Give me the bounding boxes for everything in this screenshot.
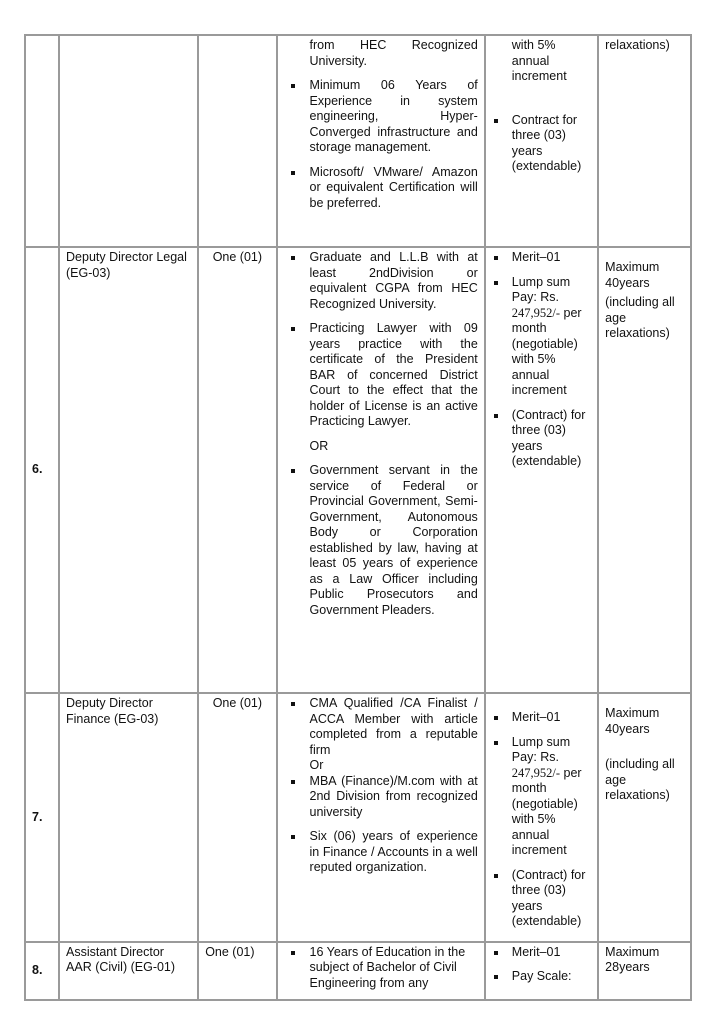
qualification-item: from HEC Recognized University. bbox=[309, 38, 478, 68]
qualification-item: Six (06) years of experience in Finance / Accounts in a well reputed organization. bbox=[284, 829, 478, 876]
pay-amount: 247,952/- bbox=[511, 765, 561, 780]
pay-item: with 5% annual increment bbox=[511, 38, 567, 83]
qualification-item: Microsoft/ VMware/ Amazon or equivalent Certification will be preferred. bbox=[284, 165, 478, 212]
post-cell: Deputy Director Finance (EG-03) bbox=[59, 693, 198, 942]
age-cell bbox=[598, 693, 691, 942]
post-cell: Assistant Director AAR (Civil) (EG-01) bbox=[59, 942, 198, 1000]
age-cell bbox=[598, 247, 691, 693]
row-number: 6. bbox=[25, 247, 59, 693]
post-cell: Deputy Director Legal (EG-03) bbox=[59, 247, 198, 693]
qualification-item: Government servant in the service of Federal or Provincial Government, Semi-Government, Autonomous Body or Corporation established by law, having at least 05 years of experience as a Law Officer including Public Prosecutors and Government Pleaders. bbox=[284, 463, 478, 618]
qualification-text: CMA Qualified /CA Finalist / ACCA Member with article completed from a reputable firm bbox=[309, 696, 478, 757]
age-cell bbox=[598, 35, 691, 247]
age-text: (including all age relaxations) bbox=[605, 757, 675, 802]
qualification-item: 16 Years of Education in the subject of Bachelor of Civil Engineering from any bbox=[284, 945, 478, 992]
pay-label: Lump sum Pay: Rs. bbox=[511, 734, 571, 764]
pay-detail: per month (negotiable) with 5% annual increment bbox=[511, 305, 582, 397]
qualification-cell bbox=[277, 247, 485, 693]
qualification-cell bbox=[277, 35, 485, 247]
pay-cell bbox=[485, 247, 598, 693]
qualification-cell bbox=[277, 942, 485, 1000]
row-number: 8. bbox=[25, 942, 59, 1000]
qualification-or: OR bbox=[309, 438, 329, 453]
qualification-item: Graduate and L.L.B with at least 2ndDivision or equivalent CGPA from HEC Recognized University. bbox=[284, 250, 478, 312]
qualification-item bbox=[284, 696, 478, 774]
job-table bbox=[24, 34, 692, 1001]
pay-item bbox=[492, 275, 591, 399]
table-row bbox=[25, 247, 691, 693]
qualification-item: Minimum 06 Years of Experience in system engineering, Hyper-Converged infrastructure and storage management. bbox=[284, 78, 478, 156]
number-cell bbox=[198, 35, 276, 247]
age-text: Maximum 28years bbox=[605, 944, 660, 974]
pay-item: Merit–01 bbox=[492, 945, 591, 961]
pay-item: Merit–01 bbox=[492, 250, 591, 266]
age-text: (including all age relaxations) bbox=[605, 295, 675, 340]
pay-amount: 247,952/- bbox=[511, 305, 561, 320]
pay-cell bbox=[485, 35, 598, 247]
age-text: relaxations) bbox=[605, 38, 670, 52]
table-row bbox=[25, 693, 691, 942]
qualification-cell bbox=[277, 693, 485, 942]
number-cell: One (01) bbox=[198, 693, 276, 942]
pay-cell bbox=[485, 942, 598, 1000]
pay-item: Merit–01 bbox=[492, 710, 591, 726]
table-row bbox=[25, 35, 691, 247]
age-text: Maximum 40years bbox=[605, 706, 660, 736]
pay-detail: per month (negotiable) with 5% annual increment bbox=[511, 765, 582, 857]
pay-label: Lump sum Pay: Rs. bbox=[511, 274, 571, 304]
row-number bbox=[25, 35, 59, 247]
number-cell: One (01) bbox=[198, 247, 276, 693]
table-row bbox=[25, 942, 691, 1000]
post-cell bbox=[59, 35, 198, 247]
number-cell: One (01) bbox=[198, 942, 276, 1000]
row-number: 7. bbox=[25, 693, 59, 942]
pay-item: Pay Scale: bbox=[492, 969, 591, 985]
pay-item: (Contract) for three (03) years (extendable) bbox=[492, 868, 591, 930]
pay-item bbox=[492, 735, 591, 859]
age-text: Maximum 40years bbox=[605, 260, 660, 290]
pay-item: (Contract) for three (03) years (extendable) bbox=[492, 408, 591, 470]
qualification-item: MBA (Finance)/M.com with at 2nd Division from recognized university bbox=[284, 774, 478, 821]
pay-item: Contract for three (03) years (extendable) bbox=[492, 113, 591, 175]
qualification-item: Practicing Lawyer with 09 years practice with the certificate of the President BAR of concerned District Court to the effect that the holder of License is an active Practicing Lawyer. bbox=[284, 321, 478, 430]
age-cell bbox=[598, 942, 691, 1000]
pay-cell bbox=[485, 693, 598, 942]
qualification-or: Or bbox=[309, 758, 324, 772]
